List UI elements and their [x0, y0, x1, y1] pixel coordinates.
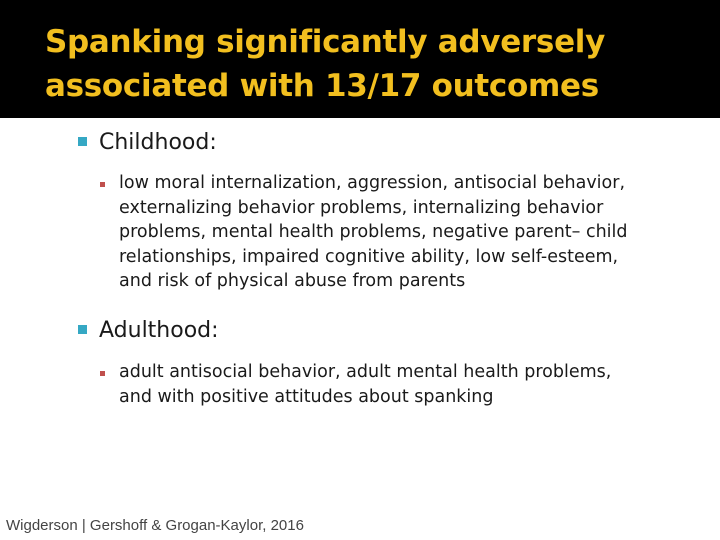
text-line: externalizing behavior problems, internalizing behavior [119, 197, 604, 218]
text-line: low moral internalization, aggression, antisocial behavior, [119, 173, 626, 193]
small-square-bullet-icon [100, 371, 105, 376]
text-line: problems, mental health problems, negative parent– child [119, 222, 628, 242]
childhood-outcomes-text [119, 171, 628, 294]
sub-bullet-adulthood [100, 360, 700, 409]
text-line: relationships, impaired cognitive ability, low self-esteem, [119, 246, 619, 267]
bullet-childhood [78, 130, 217, 155]
section-heading-adulthood: Adulthood: [99, 318, 219, 343]
citation: Wigderson | Gershoff & Grogan-Kaylor, 2016 [6, 517, 304, 534]
small-square-bullet-icon [100, 182, 105, 187]
square-bullet-icon [78, 137, 87, 146]
text-line: and with positive attitudes about spanking [119, 386, 494, 407]
text-line: and risk of physical abuse from parents [119, 271, 466, 291]
section-heading-childhood: Childhood: [99, 130, 217, 155]
slide-title-line-2: associated with 13/17 outcomes [45, 68, 599, 104]
sub-bullet-childhood [100, 171, 700, 294]
text-line: adult antisocial behavior, adult mental health problems, [119, 362, 612, 382]
square-bullet-icon [78, 325, 87, 334]
adulthood-outcomes-text [119, 360, 611, 409]
slide-title [45, 20, 705, 108]
slide-title-line-1: Spanking significantly adversely [45, 24, 606, 60]
bullet-adulthood [78, 318, 219, 343]
